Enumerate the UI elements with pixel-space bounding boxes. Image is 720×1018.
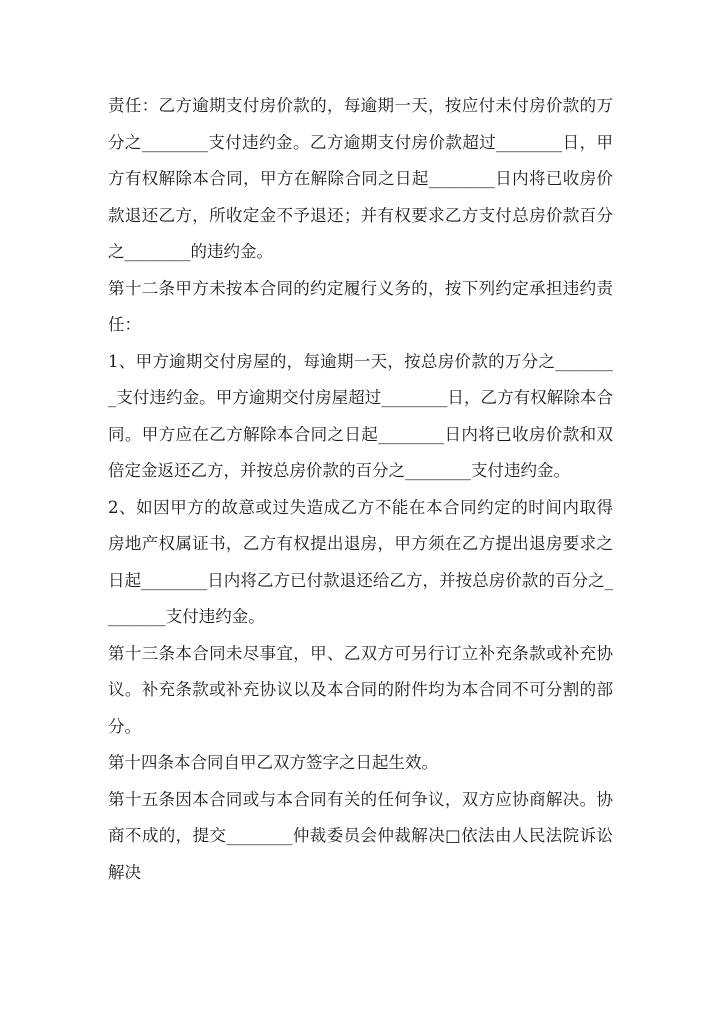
paragraph-article-12-item-2: 2、如因甲方的故意或过失造成乙方不能在本合同约定的时间内取得房地产权属证书，乙方有权提出退房，甲方须在乙方提出退房要求之日起________日内将乙方已付款退还给乙方，并按总房价款的百分之________支付违约金。	[108, 497, 613, 626]
paragraph-article-12-item-1: 1、甲方逾期交付房屋的，每逾期一天，按总房价款的万分之________支付违约金。甲方逾期交付房屋超过________日，乙方有权解除本合同。甲方应在乙方解除本合同之日起________日内将已收房价款和双倍定金返还乙方，并按总房价款的百分之________支付违约金。	[108, 351, 613, 480]
paragraph-article-14: 第十四条本合同自甲乙双方签字之日起生效。	[108, 753, 438, 772]
paragraph-liability-buyer: 责任：乙方逾期支付房价款的，每逾期一天，按应付未付房价款的万分之________支付违约金。乙方逾期支付房价款超过________日，甲方有权解除本合同，甲方在解除合同之日起________日内将已收房价款退还乙方，所收定金不予退还；并有权要求乙方支付总房价款百分之________的违约金。	[108, 96, 613, 261]
document-body	[108, 88, 613, 891]
paragraph-article-13: 第十三条本合同未尽事宜，甲、乙双方可另行订立补充条款或补充协议。补充条款或补充协议以及本合同的附件均为本合同不可分割的部分。	[108, 643, 613, 736]
paragraph-article-12: 第十二条甲方未按本合同的约定履行义务的，按下列约定承担违约责任：	[108, 278, 613, 334]
paragraph-article-15: 第十五条因本合同或与本合同有关的任何争议，双方应协商解决。协商不成的，提交________仲裁委员会仲裁解决□依法由人民法院诉讼解决	[108, 789, 613, 882]
